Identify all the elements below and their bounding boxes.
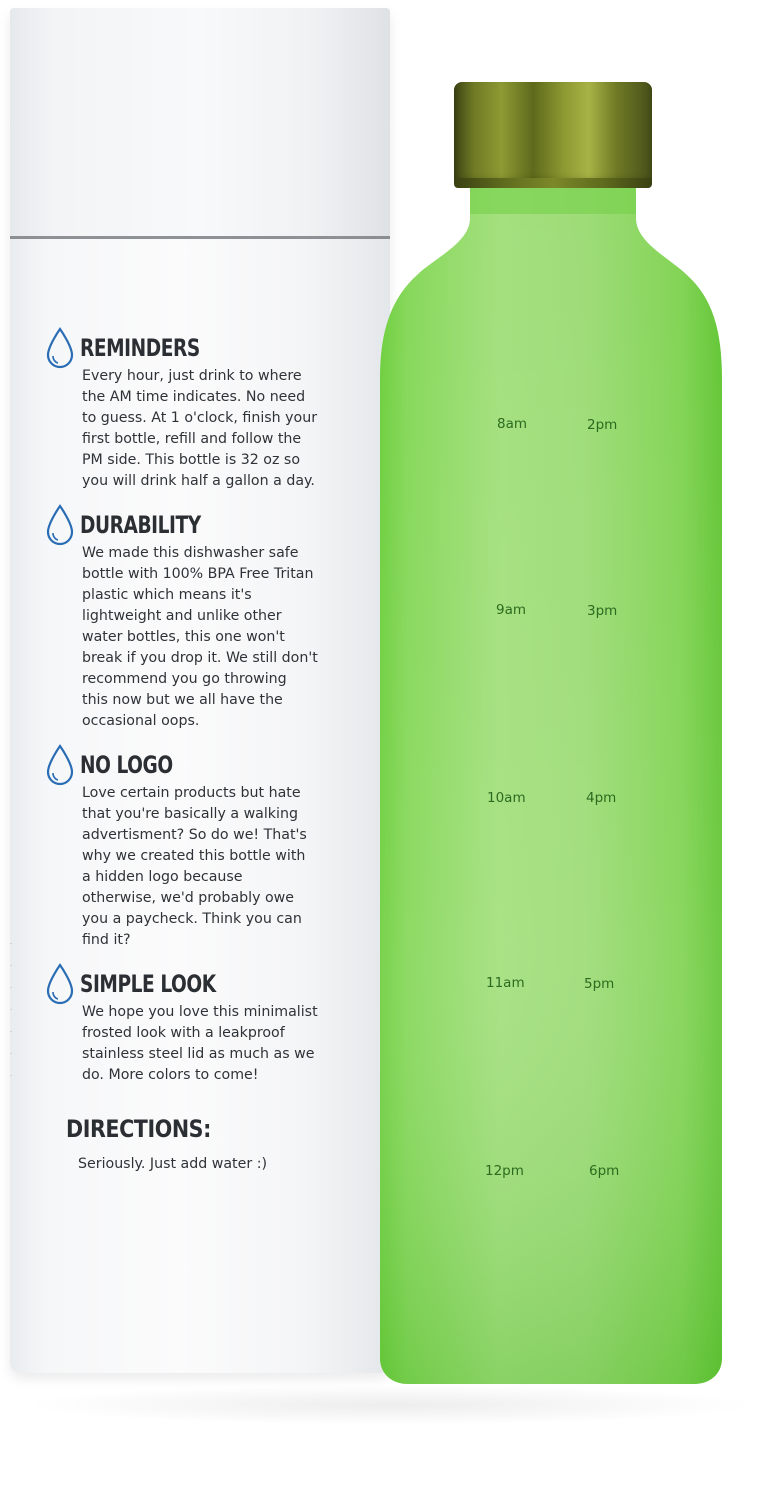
directions-title: DIRECTIONS:	[66, 1115, 211, 1143]
floor-shadow	[20, 1385, 760, 1425]
time-marker-am: 8am	[497, 416, 528, 432]
section-body: We hope you love this minimalist frosted look with a leakproof stainless steel lid as much as we do. More colors to come!	[82, 1004, 318, 1083]
tube-lid-seam	[10, 236, 390, 239]
section-reminders	[44, 326, 344, 492]
tube-lid	[10, 8, 390, 236]
time-markers	[370, 78, 740, 1390]
water-drop-icon	[44, 962, 76, 1006]
tube-edge-fine-print: · · · · · · ·	[10, 940, 13, 1080]
time-marker-pm: 4pm	[586, 790, 617, 806]
section-simple-look	[44, 962, 344, 1086]
time-marker-pm: 3pm	[587, 603, 618, 619]
time-marker-am: 9am	[496, 602, 527, 618]
time-marker-pm: 2pm	[587, 417, 618, 433]
section-body: Every hour, just drink to where the AM time indicates. No need to guess. At 1 o'clock, finish your first bottle, refill and follow the PM side. This bottle is 32 oz so you will drink half a gallon a day.	[82, 368, 318, 489]
time-marker-am: 12pm	[485, 1163, 524, 1179]
time-marker-pm: 6pm	[589, 1163, 620, 1179]
section-title: SIMPLE LOOK	[80, 970, 216, 998]
section-body: We made this dishwasher safe bottle with 100% BPA Free Tritan plastic which means it's lightweight and unlike other water bottles, this one won't break if you drop it. We still don't recommend you go throwing this now but we all have the occasional oops.	[82, 545, 318, 729]
directions-body: Seriously. Just add water :)	[78, 1156, 268, 1172]
water-drop-icon	[44, 326, 76, 370]
section-durability	[44, 503, 344, 732]
water-bottle	[370, 78, 740, 1390]
time-marker-am: 10am	[487, 790, 526, 806]
section-title: DURABILITY	[80, 511, 201, 539]
water-drop-icon	[44, 503, 76, 547]
time-marker-am: 11am	[486, 975, 525, 991]
section-title: REMINDERS	[80, 334, 200, 362]
section-title: NO LOGO	[80, 751, 173, 779]
time-marker-pm: 5pm	[584, 976, 615, 992]
section-no-logo	[44, 743, 344, 951]
section-body: Love certain products but hate that you're basically a walking advertisment? So do we! That's why we created this bottle with a hidden logo because otherwise, we'd probably owe you a paycheck. Think you can find it?	[82, 785, 307, 948]
water-drop-icon	[44, 743, 76, 787]
